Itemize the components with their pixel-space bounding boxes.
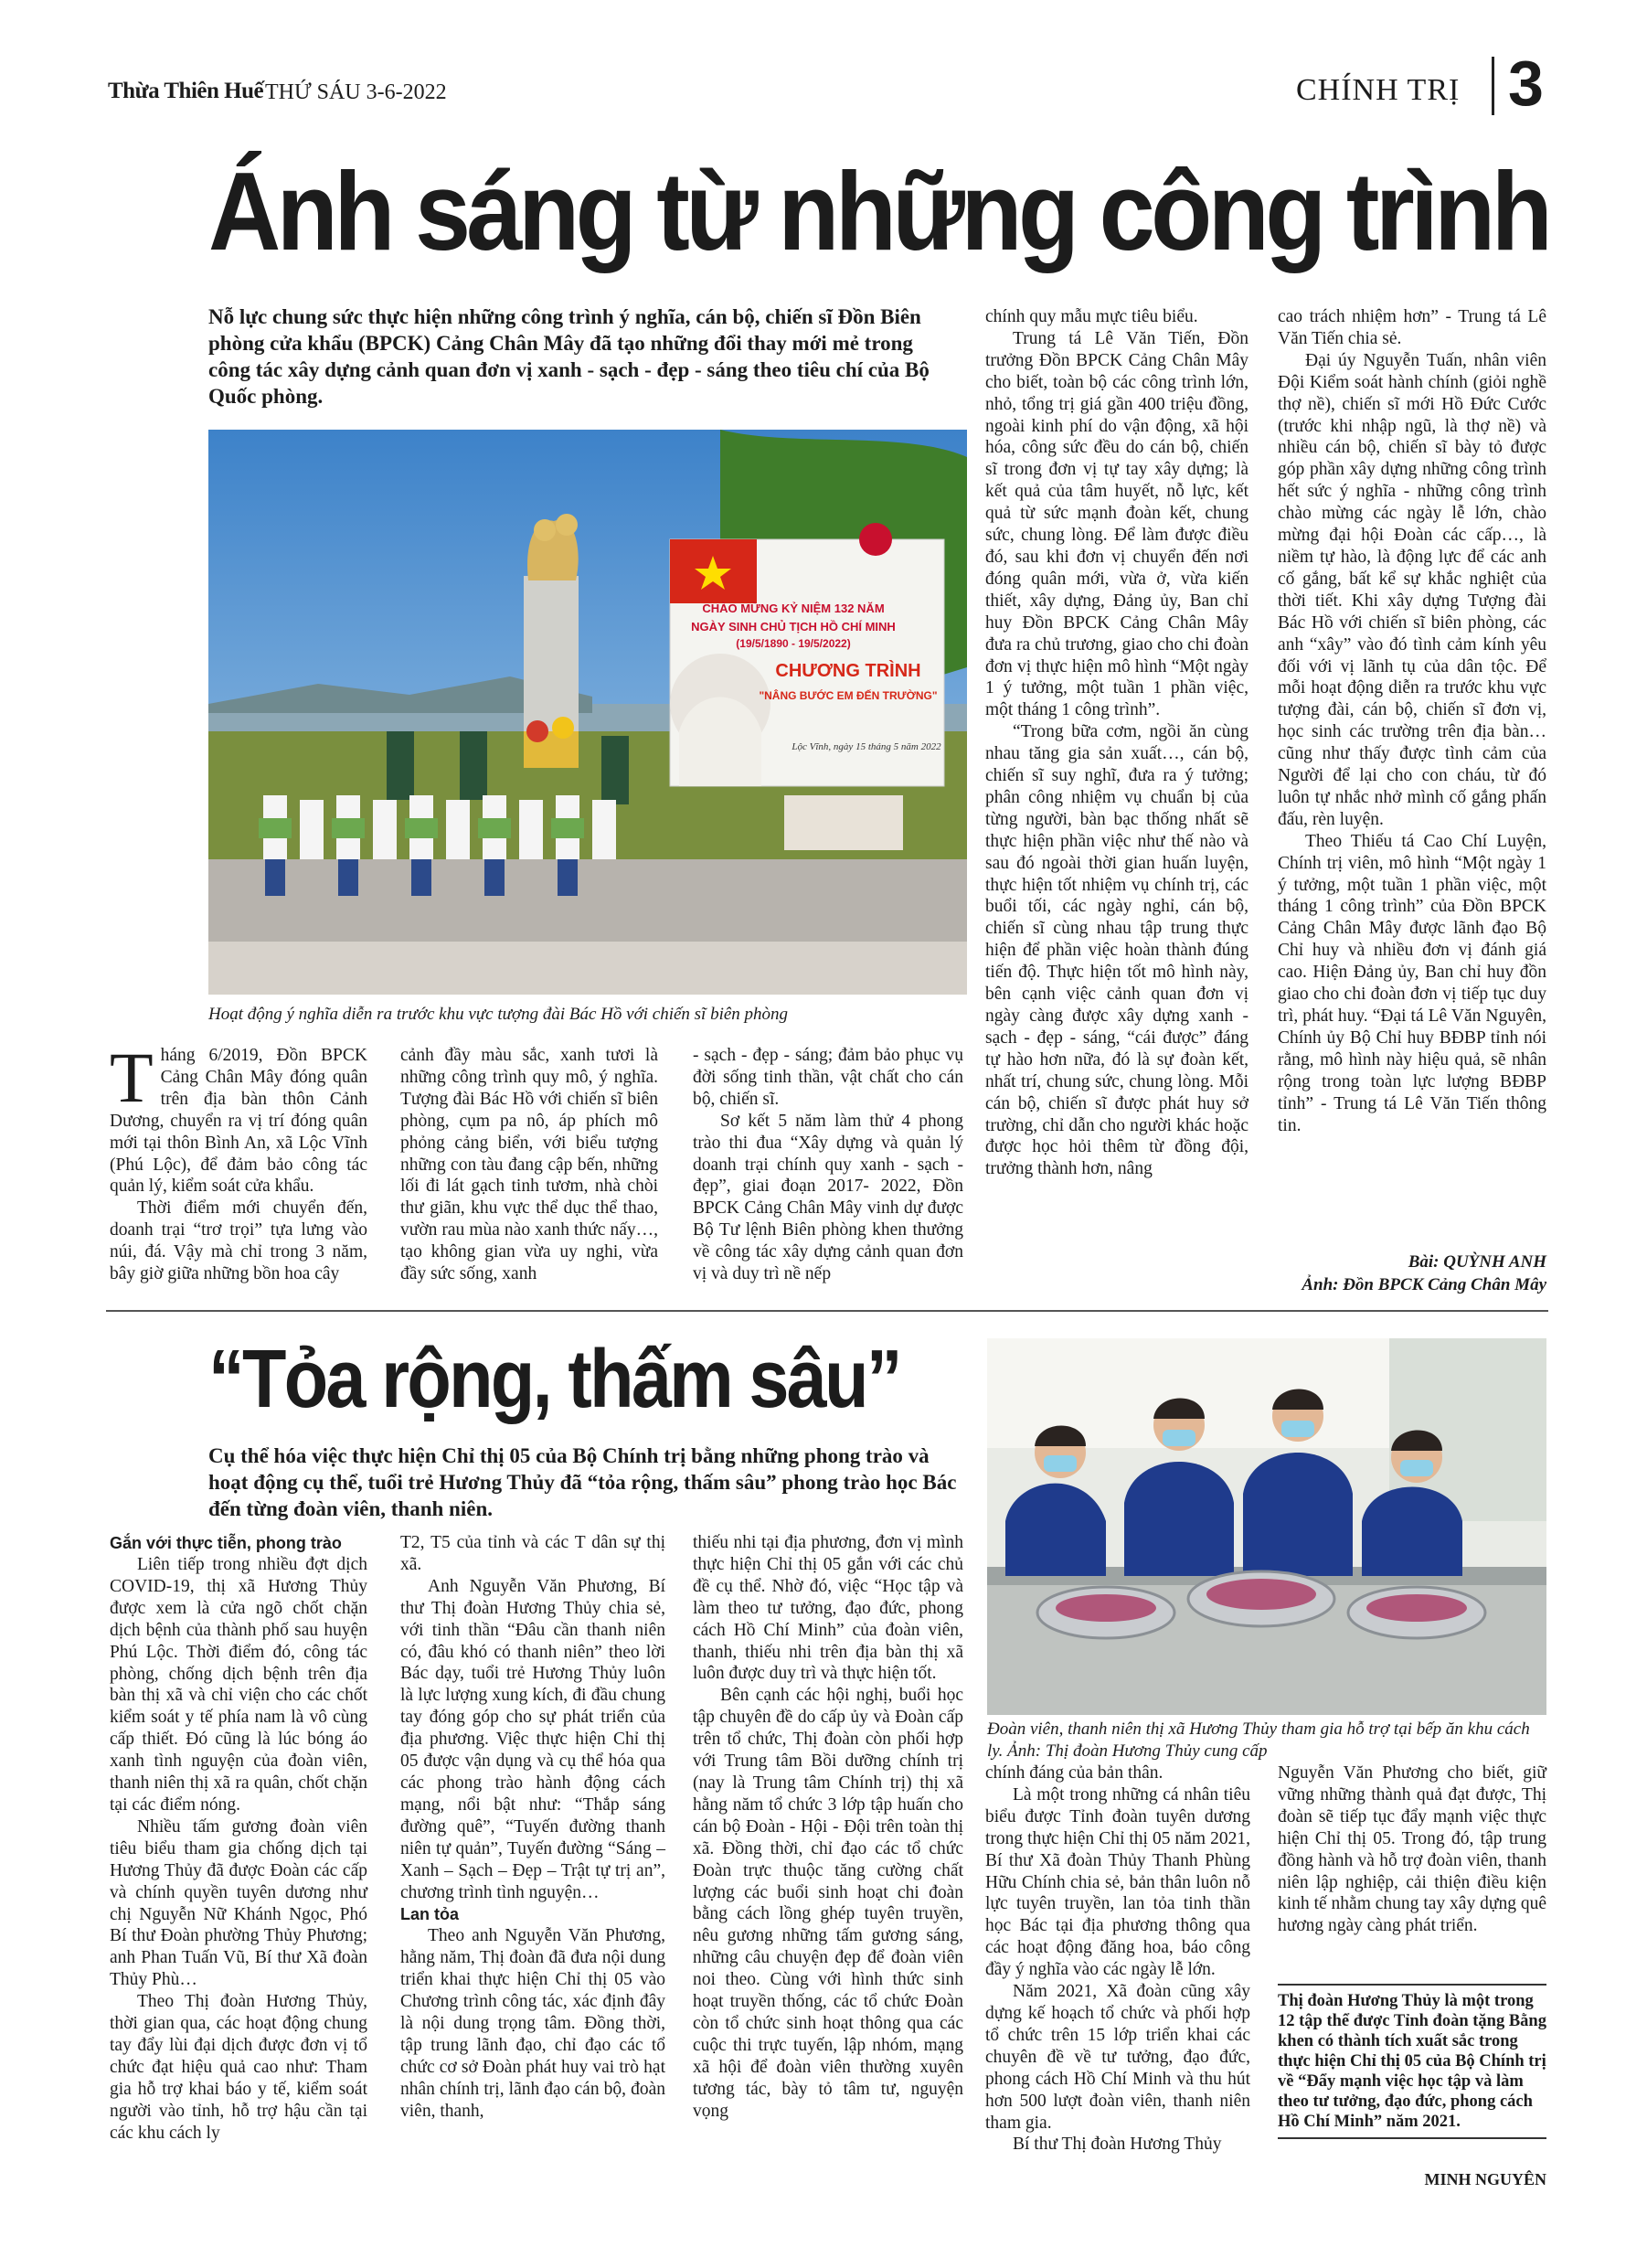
paragraph: Theo anh Nguyễn Văn Phương, hằng năm, Thị đoàn đã đưa nội dung triển khai thực hiện Chỉ thị 05 vào Chương trình công tác, xác định đây là nội dung trọng tâm. Đồng thời, tập trung lãnh đạo, chỉ đạo các tổ chức cơ sở Đoàn phát huy vai trò hạt nhân chính trị, lãnh đạo cán bộ, đoàn viên, thanh, bbox=[400, 1926, 665, 2121]
article1-headline: Ánh sáng từ những công trình bbox=[208, 149, 1549, 273]
article2-column-2 bbox=[400, 1532, 665, 2123]
paragraph: cao trách nhiệm hơn” - Trung tá Lê Văn Tiến chia sẻ. bbox=[1278, 307, 1546, 348]
header-separator bbox=[1492, 57, 1494, 115]
paragraph: Theo Thị đoàn Hương Thủy, thời gian qua, các hoạt động chung tay đẩy lùi đại dịch được đơn vị tổ chức đạt hiệu quả cao như: Tham gia hỗ trợ khai báo y tế, kiểm soát người vào tỉnh, hỗ trợ hậu cần tại các khu cách ly bbox=[110, 1992, 367, 2143]
paragraph: Bên cạnh các hội nghị, buổi học tập chuyên đề do cấp ủy và Đoàn cấp trên tổ chức, Thị đoàn còn phối hợp với Trung tâm Bồi dưỡng chính trị (nay là Trung tâm Chính trị) thị xã hằng năm tổ chức 3 lớp tập huấn cho cán bộ Đoàn - Hội - Đội trên toàn thị xã. Đồng thời, chỉ đạo các tổ chức Đoàn trực thuộc tăng cường chất lượng các buổi sinh hoạt chi đoàn bằng cách lồng ghép tuyên truyền, nêu gương những tấm gương sáng, những câu chuyện đẹp để đoàn viên noi theo. Cùng với hình thức sinh hoạt truyền thống, các tổ chức Đoàn còn tổ chức sinh hoạt thông qua các cuộc thi trực tuyến, lập nhóm, mạng xã hội để đoàn viên thường xuyên tương tác, bày tỏ tâm tư, nguyện vọng bbox=[693, 1686, 963, 2121]
paragraph: Trung tá Lê Văn Tiến, Đồn trưởng Đồn BPCK Cảng Chân Mây cho biết, toàn bộ các công trình lớn, nhỏ, tổng trị giá gần 400 triệu đồng, ngoài kinh phí do vận động, xã hội hóa, công sức đều do cán bộ, chiến sĩ trong đơn vị tự tay xây dựng; là kết quả của tâm huyết, nỗ lực, kết quả từ sức mạnh đoàn kết, chung sức, chung lòng. Để làm được điều đó, sau khi đơn vị chuyển đến nơi đóng quân mới, vừa ở, vừa kiến thiết, xây dựng, Đảng ủy, Ban chỉ huy Đồn BPCK Cảng Chân Mây đưa ra chủ trương, giao cho chi đoàn đơn vị thực hiện mô hình “Một ngày 1 ý tưởng, một tuần 1 phần việc, một tháng 1 công trình”. bbox=[985, 328, 1249, 720]
paragraph: Anh Nguyễn Văn Phương, Bí thư Thị đoàn Hương Thủy chia sẻ, với tinh thần “Đâu cần thanh niên có, đâu khó có thanh niên” theo lời Bác dạy, tuổi trẻ Hương Thủy luôn là lực lượng xung kích, đi đầu chung tay đóng góp cho sự phát triển của địa phương. Việc thực hiện Chỉ thị 05 được vận dụng và cụ thể hóa qua các phong trào hành động cách mạng, nổi bật như: “Thắp sáng đường quê”, “Tuyến đường thanh niên tự quản”, Tuyến đường “Sáng – Xanh – Sạch – Đẹp – Trật tự trị an”, chương trình tình nguyện… bbox=[400, 1576, 665, 1902]
article2-photo bbox=[987, 1338, 1546, 1715]
subheading: Gắn với thực tiễn, phong trào bbox=[110, 1534, 342, 1552]
photo-credit: Ảnh: Đồn BPCK Cảng Chân Mây bbox=[1302, 1275, 1546, 1294]
paragraph: cảnh đầy màu sắc, xanh tươi là những công trình quy mô, ý nghĩa. Tượng đài Bác Hồ với chiến sĩ biên phòng, cụm pa nô, áp phích mô phỏng cảng biển, với biểu tượng những con tàu đang cập bến, những lối đi lát gạch tinh tươm, nhà chòi thư giãn, khu vực thể dục thể thao, vườn rau mùa nào xanh thức nấy…, tạo không gian vừa uy nghi, vừa đầy sức sống, xanh bbox=[400, 1046, 658, 1284]
banner-line-4: CHƯƠNG TRÌNH bbox=[775, 661, 921, 681]
article1-column-3 bbox=[693, 1045, 963, 1285]
article2-byline: MINH NGUYÊN bbox=[1424, 2170, 1546, 2188]
article1-column-5 bbox=[1278, 306, 1546, 1136]
article-divider bbox=[106, 1310, 1548, 1312]
paragraph: Theo Thiếu tá Cao Chí Luyện, Chính trị viên, mô hình “Một ngày 1 ý tưởng, một tuần 1 phần việc, một tháng 1 công trình” của Đồn BPCK Cảng Chân Mây được lãnh đạo Bộ Chỉ huy và nhiều đơn vị đánh giá cao. Hiện Đảng ủy, Ban chỉ huy đồn giao cho chi đoàn đơn vị tiếp tục duy trì, phát huy. “Đại tá Lê Văn Nguyên, Chính ủy Bộ Chỉ huy BĐBP tỉnh nói rằng, mô hình này hiệu quả, sẽ nhân rộng trong toàn lực lượng BĐBP tỉnh” - Trung tá Lê Văn Tiến thông tin. bbox=[1278, 831, 1546, 1135]
paragraph: Bí thư Thị đoàn Hương Thủy bbox=[1013, 2135, 1222, 2155]
subheading: Lan tỏa bbox=[400, 1905, 460, 1924]
banner-line-3: (19/5/1890 - 19/5/2022) bbox=[736, 637, 851, 650]
section-name: CHÍNH TRỊ bbox=[1296, 73, 1461, 107]
issue-date: THỨ SÁU 3-6-2022 bbox=[265, 80, 447, 104]
article2-column-5 bbox=[1278, 1762, 1546, 1937]
paragraph: chính đáng của bản thân. bbox=[985, 1763, 1164, 1783]
banner-line-2: NGÀY SINH CHỦ TỊCH HỒ CHÍ MINH bbox=[691, 620, 896, 634]
paragraph: Đại úy Nguyễn Tuấn, nhân viên Đội Kiểm soát hành chính (giỏi nghề thợ nề), chiến sĩ mới Hồ Đức Cước (trước khi nhập ngũ, là thợ nề) và nhiều cán bộ, chiến sĩ bày tỏ được góp phần xây dựng những công trình hết sức ý nghĩa - những công trình chào mừng các ngày lễ lớn, chào mừng đại hội Đoàn các cấp…, là niềm tự hào, là động lực để các anh cố gắng, bất kể sự khắc nghiệt của thời tiết. Khi xây dựng Tượng đài Bác Hồ với chiến sĩ biên phòng, các anh “xây” vào đó tình cảm kính yêu đối với vị lãnh tụ của dân tộc. Để mỗi hoạt động diễn ra trước khu vực tượng đài, cán bộ, chiến sĩ đơn vị, học sinh các trường trên địa bàn… cũng như thấy được tình cảm của Người để lại cho con cháu, từ đó luôn tự nhắc nhở mình cố gắng phấn đấu, rèn luyện. bbox=[1278, 350, 1546, 829]
paragraph: chính quy mẫu mực tiêu biểu. bbox=[985, 307, 1198, 326]
banner-line-5: "NÂNG BƯỚC EM ĐẾN TRƯỜNG" bbox=[759, 689, 938, 702]
author-credit: Bài: QUỲNH ANH bbox=[1408, 1252, 1546, 1272]
paragraph: thiếu nhi tại địa phương, đơn vị mình thực hiện Chỉ thị 05 gắn với các chủ đề cụ thể. Nhờ đó, việc “Học tập và làm theo tư tưởng, đạo đức, phong cách Hồ Chí Minh” của đoàn viên, thanh, thiếu nhi trên địa bàn thị xã luôn được duy trì và thực hiện tốt. bbox=[693, 1533, 963, 1684]
article2-column-4 bbox=[985, 1762, 1250, 2156]
banner-line-6: Lộc Vĩnh, ngày 15 tháng 5 năm 2022 bbox=[792, 741, 941, 752]
article2-photo-caption: Đoàn viên, thanh niên thị xã Hương Thủy tham gia hỗ trợ tại bếp ăn khu cách ly. Ảnh: Thị đoàn Hương Thủy cung cấp bbox=[987, 1720, 1530, 1761]
drop-cap: T bbox=[110, 1038, 154, 1117]
paragraph: Sơ kết 5 năm làm thử 4 phong trào thi đua “Xây dựng và quản lý doanh trại chính quy xanh - sạch - đẹp”, giai đoạn 2017- 2022, Đồn BPCK Cảng Chân Mây vinh dự được Bộ Tư lệnh Biên phòng khen thưởng về công tác xây dựng cảnh quan đơn vị và duy trì nề nếp bbox=[693, 1111, 963, 1284]
ceremony-photo-illustration bbox=[208, 430, 967, 995]
paragraph: Nguyễn Văn Phương cho biết, giữ vững những thành quả đạt được, Thị đoàn sẽ tiếp tục đẩy mạnh việc thực hiện Chỉ thị 05. Trong đó, tập trung đồng hành và hỗ trợ đoàn viên, thanh niên lập nghiệp, cải thiện điều kiện kinh tế nhằm chung tay xây dựng quê hương ngày càng phát triển. bbox=[1278, 1763, 1546, 1936]
paragraph: Liên tiếp trong nhiều đợt dịch COVID-19, thị xã Hương Thủy được xem là cửa ngõ chốt chặn dịch bệnh của thành phố sau huyện Phú Lộc. Thời điểm đó, công tác phòng, chống dịch bệnh trên địa bàn thị xã và chỉ viện cho các chốt kiểm soát y tế phía nam là vô cùng cấp thiết. Đó cũng là lúc bóng áo xanh tình nguyện của đoàn viên, thanh niên thị xã ra quân, chốt chặn tại các điểm nóng. bbox=[110, 1555, 367, 1815]
article1-column-2 bbox=[400, 1045, 658, 1285]
article2-column-1 bbox=[110, 1532, 367, 2144]
article2-headline: “Tỏa rộng, thấm sâu” bbox=[208, 1334, 900, 1425]
paragraph: “Trong bữa cơm, ngồi ăn cùng nhau tăng gia sản xuất…, cán bộ, chiến sĩ suy nghĩ, đưa ra ý tưởng; phân công nhiệm vụ chuẩn bị của từng người, bàn bạc thống nhất sẽ thực hiện phần việc như thế nào và sau đó ngoài thời gian huấn luyện, thực hiện tốt nhiệm vụ chính trị, các buổi tối, các ngày nghỉ, cán bộ, chiến sĩ cùng nhau tập trung thực hiện để phần việc hoàn thành đúng tiến độ. Thực hiện tốt mô hình này, bên cạnh việc cảnh quan đơn vị ngày càng được xây dựng xanh - sạch - đẹp - sáng, “cái được” đáng tự hào hơn nữa, đó là sự đoàn kết, nhất trí, chung sức, chung lòng. Mỗi cán bộ, chiến sĩ được phát huy sở trường, chỉ dẫn cho người khác hoặc được học hỏi thêm từ đồng đội, trưởng thành hơn, nâng bbox=[985, 722, 1249, 1179]
article1-lead: Nỗ lực chung sức thực hiện những công trình ý nghĩa, cán bộ, chiến sĩ Đồn Biên phòng cửa khẩu (BPCK) Cảng Chân Mây đã tạo những đổi thay mới mẻ trong công tác xây dựng cảnh quan đơn vị xanh - sạch - đẹp - sáng theo tiêu chí của Bộ Quốc phòng. bbox=[208, 305, 930, 408]
article1-column-1 bbox=[110, 1038, 367, 1285]
paragraph: - sạch - đẹp - sáng; đảm bảo phục vụ đời sống tinh thần, vật chất cho cán bộ, chiến sĩ. bbox=[693, 1046, 963, 1109]
paragraph: Nhiều tấm gương đoàn viên tiêu biểu tham gia chống dịch tại Hương Thủy đã được Đoàn các cấp và chính quyền tuyên dương như chị Nguyễn Nữ Khánh Ngọc, Phó Bí thư Đoàn phường Thủy Phương; anh Phan Tuấn Vũ, Bí thư Xã đoàn Thủy Phù… bbox=[110, 1816, 367, 1990]
paragraph: Năm 2021, Xã đoàn cũng xây dựng kế hoạch tổ chức và phối hợp tổ chức trên 15 lớp triển khai các chuyên đề về tư tưởng, đạo đức, phong cách Hồ Chí Minh và thu hút hơn 500 lượt đoàn viên, thanh niên tham gia. bbox=[985, 1982, 1250, 2133]
article1-byline bbox=[1261, 1251, 1546, 1296]
page-number: 3 bbox=[1508, 48, 1544, 119]
paragraph: Là một trong những cá nhân tiêu biểu được Tỉnh đoàn tuyên dương trong thực hiện Chỉ thị 05 năm 2021, Bí thư Xã đoàn Thủy Thanh Phùng Hữu Chính chia sẻ, bản thân luôn nỗ lực tuyên truyền, lan tỏa tinh thần học Bác tại địa phương thông qua các hoạt động đăng hoa, báo công đầy ý nghĩa vào các ngày lễ lớn. bbox=[985, 1784, 1250, 1980]
article1-photo bbox=[208, 430, 967, 995]
newspaper-name: Thừa Thiên Huế bbox=[108, 79, 264, 103]
highlight-box: Thị đoàn Hương Thủy là một trong 12 tập thể được Tỉnh đoàn tặng Bằng khen có thành tích xuất sắc trong thực hiện Chỉ thị 05 của Bộ Chính trị về “Đẩy mạnh việc học tập và làm theo tư tưởng, đạo đức, phong cách Hồ Chí Minh” năm 2021. bbox=[1278, 1984, 1546, 2139]
paragraph: T2, T5 của tỉnh và các T dân sự thị xã. bbox=[400, 1533, 665, 1574]
article2-column-3 bbox=[693, 1532, 963, 2122]
paragraph: háng 6/2019, Đồn BPCK Cảng Chân Mây đóng quân trên địa bàn thôn Cảnh Dương, chuyển ra vị trí đóng quân mới tại thôn Bình An, xã Lộc Vĩnh (Phú Lộc), để đảm bảo công tác quản lý, kiểm soát cửa khẩu. bbox=[110, 1046, 367, 1197]
banner-line-1: CHÀO MỪNG KỶ NIỆM 132 NĂM bbox=[702, 602, 885, 615]
article1-photo-caption: Hoạt động ý nghĩa diễn ra trước khu vực tượng đài Bác Hồ với chiến sĩ biên phòng bbox=[208, 1005, 789, 1024]
paragraph: Thời điểm mới chuyển đến, doanh trại “trơ trọi” tựa lưng vào núi, đá. Vậy mà chỉ trong 3 năm, bây giờ giữa những bồn hoa cây bbox=[110, 1198, 367, 1284]
article2-lead: Cụ thể hóa việc thực hiện Chỉ thị 05 của Bộ Chính trị bằng những phong trào và hoạt động cụ thể, tuổi trẻ Hương Thủy đã “tỏa rộng, thấm sâu” phong trào học Bác đến từng đoàn viên, thanh niên. bbox=[208, 1444, 957, 1520]
kitchen-photo-illustration bbox=[987, 1338, 1546, 1715]
article1-column-4 bbox=[985, 306, 1249, 1180]
